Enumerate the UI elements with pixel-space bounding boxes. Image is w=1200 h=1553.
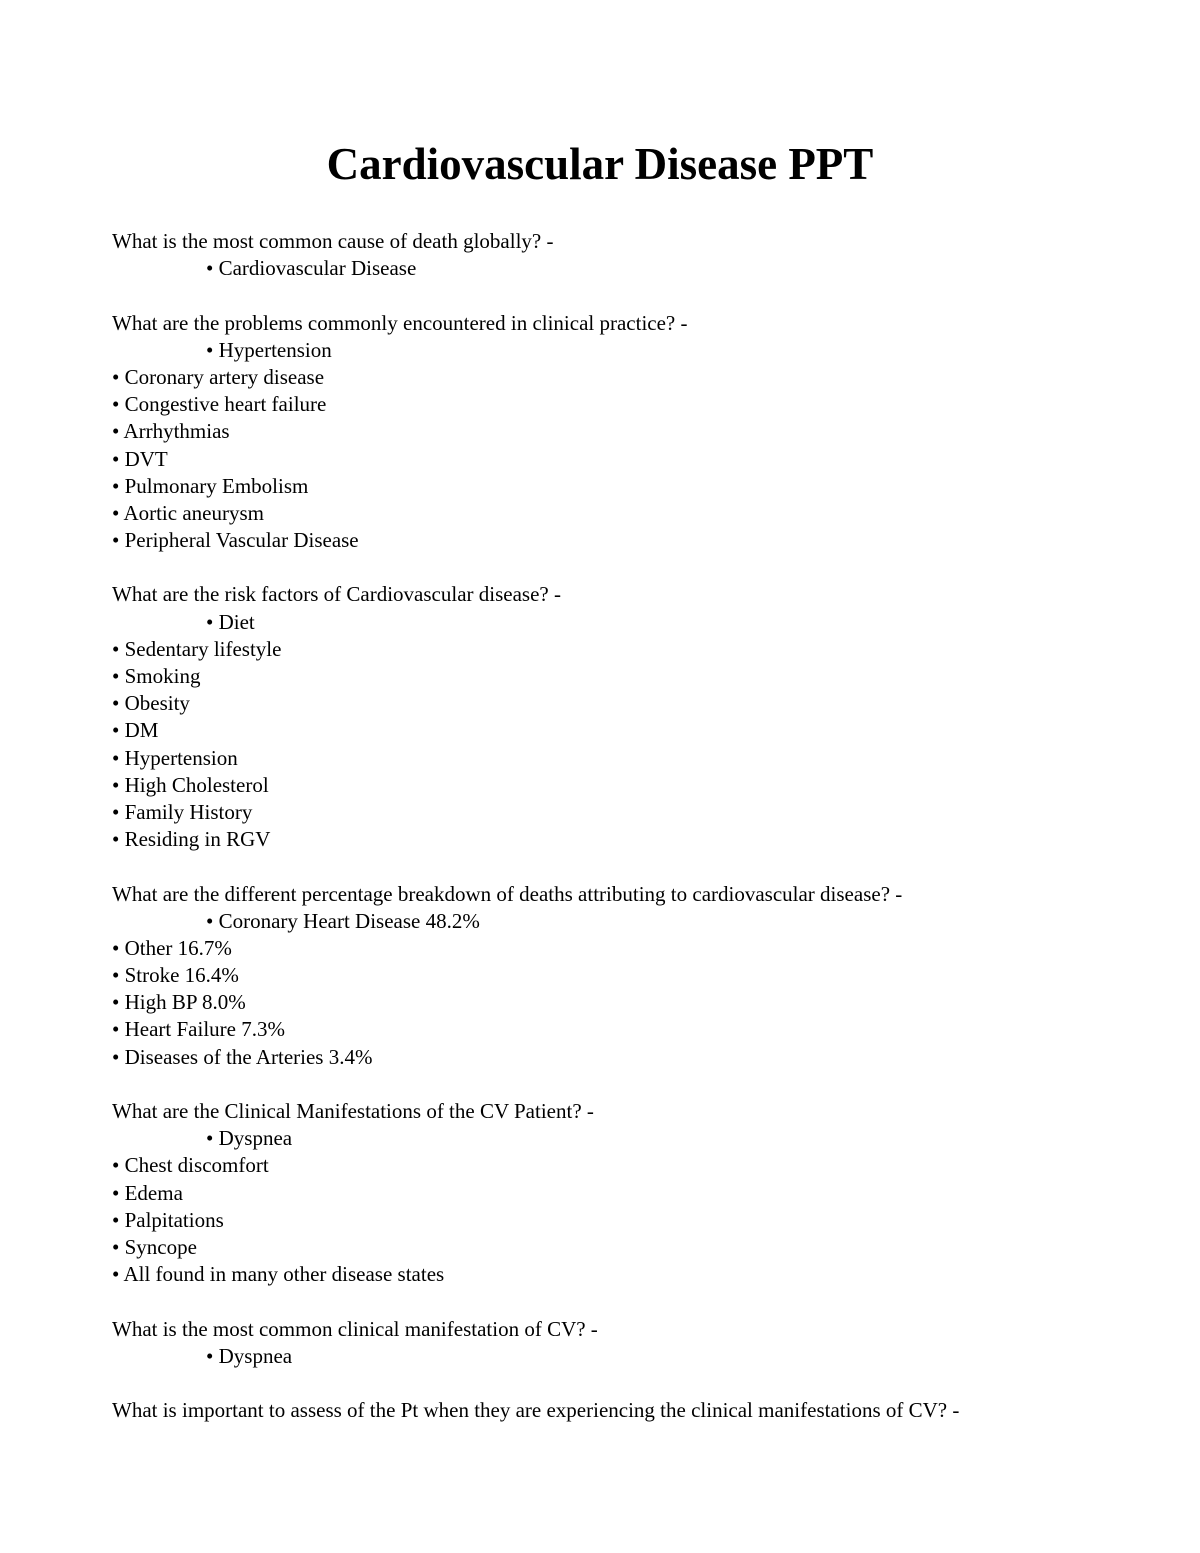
- answer-item: • Chest discomfort: [112, 1153, 269, 1178]
- answer-item: • Cardiovascular Disease: [206, 256, 417, 281]
- answer-item: • Stroke 16.4%: [112, 963, 239, 988]
- answer-item: • Sedentary lifestyle: [112, 636, 282, 661]
- answer-item: • Edema: [112, 1180, 183, 1205]
- qa-section: [112, 228, 1112, 282]
- question-text: What are the Clinical Manifestations of the CV Patient? -: [112, 1099, 594, 1123]
- answer-item: • Hypertension: [206, 337, 332, 362]
- answer-item: • Coronary Heart Disease 48.2%: [206, 908, 480, 933]
- answer-item: • Coronary artery disease: [112, 364, 325, 389]
- answer-item: • Dyspnea: [206, 1343, 293, 1368]
- answer-item: • Heart Failure 7.3%: [112, 1017, 285, 1042]
- qa-section: [112, 310, 1112, 555]
- answer-item: • Pulmonary Embolism: [112, 473, 309, 498]
- answer-item: • Hypertension: [112, 745, 238, 770]
- answer-item: • Dyspnea: [206, 1126, 293, 1151]
- document-body: [112, 228, 1112, 1451]
- answer-item: • All found in many other disease states: [112, 1262, 445, 1287]
- answer-item: • Diet: [206, 609, 255, 634]
- answer-item: • Family History: [112, 799, 253, 824]
- answer-item: • Peripheral Vascular Disease: [112, 528, 359, 553]
- question-text: What is important to assess of the Pt when they are experiencing the clinical manifestations of CV? -: [112, 1398, 960, 1423]
- question-text: What is the most common cause of death globally? -: [112, 229, 554, 253]
- answer-item: • Other 16.7%: [112, 935, 232, 960]
- page-title: Cardiovascular Disease PPT: [326, 139, 874, 189]
- qa-section: [112, 881, 1112, 1071]
- answer-item: • Aortic aneurysm: [112, 500, 264, 525]
- answer-item: • DVT: [112, 446, 168, 471]
- answer-item: • Palpitations: [112, 1207, 224, 1232]
- qa-section: [112, 1098, 1112, 1288]
- answer-item: • DM: [112, 718, 159, 743]
- question-text: What are the risk factors of Cardiovascular disease? -: [112, 582, 561, 607]
- qa-section: [112, 1397, 1112, 1424]
- question-text: What is the most common clinical manifestation of CV? -: [112, 1316, 598, 1341]
- answer-item: • Congestive heart failure: [112, 392, 327, 417]
- answer-item: • Syncope: [112, 1234, 197, 1259]
- answer-item: • Smoking: [112, 664, 201, 688]
- answer-item: • High BP 8.0%: [112, 990, 246, 1015]
- qa-section: [112, 581, 1112, 853]
- answer-item: • Arrhythmias: [112, 419, 230, 444]
- qa-section: [112, 1316, 1112, 1370]
- answer-item: • Residing in RGV: [112, 827, 271, 852]
- answer-item: • Obesity: [112, 691, 190, 716]
- question-text: What are the problems commonly encountered in clinical practice? -: [112, 310, 688, 335]
- question-text: What are the different percentage breakdown of deaths attributing to cardiovascular disease? -: [112, 881, 903, 906]
- answer-item: • Diseases of the Arteries 3.4%: [112, 1044, 373, 1069]
- answer-item: • High Cholesterol: [112, 772, 269, 797]
